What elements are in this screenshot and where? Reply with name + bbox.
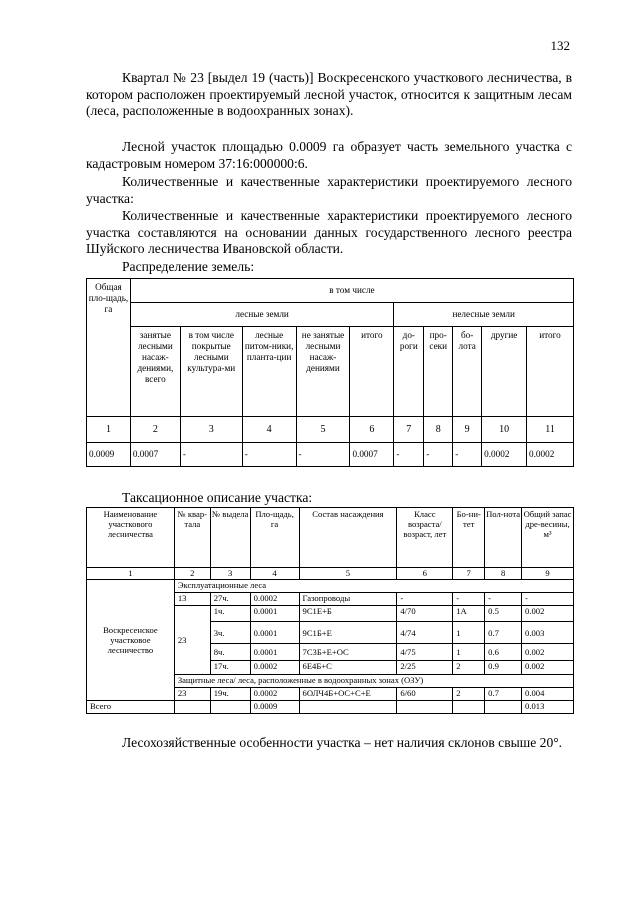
value-cell: 0.0002 xyxy=(527,443,574,467)
density-cell: 0.6 xyxy=(485,644,522,661)
total-area: 0.0009 xyxy=(250,701,299,714)
area-cell: 0.0001 xyxy=(250,644,299,661)
col-header: лесные питом-ники, планта-ции xyxy=(242,327,296,417)
area-cell: 0.0002 xyxy=(250,593,299,606)
col-header: итого xyxy=(527,327,574,417)
tax-caption: Таксационное описание участка: xyxy=(122,490,313,505)
col-number: 7 xyxy=(394,417,424,443)
value-cell: - xyxy=(394,443,424,467)
header-including: в том числе xyxy=(130,279,573,303)
col-number: 3 xyxy=(180,417,242,443)
paragraph-characteristics-source: Количественные и качественные характеристики проектируемого лесного участка составляются на основании данных государственного лесного реестра Шуйского лесничества Ивановской области. xyxy=(86,208,572,256)
tax-col-number: 2 xyxy=(174,568,210,580)
tax-col-number: 1 xyxy=(87,568,175,580)
empty-cell xyxy=(453,701,485,714)
plot-cell: 17ч. xyxy=(210,661,250,675)
composition-cell: 9С1Б+Е xyxy=(299,622,397,644)
tax-header: Пол-нота xyxy=(485,508,522,568)
col-header: до-роги xyxy=(394,327,424,417)
value-cell: - xyxy=(180,443,242,467)
plot-cell: 1ч. xyxy=(210,606,250,622)
bonitet-cell: 2 xyxy=(453,688,485,701)
age-class-cell: - xyxy=(397,593,453,606)
value-cell: 0.0009 xyxy=(87,443,131,467)
bonitet-cell: 1 xyxy=(453,644,485,661)
paragraph-quarter: Квартал № 23 [выдел 19 (часть)] Воскресенского участкового лесничества, в котором расположен проектируемый лесной участок, относится к защитным лесам (леса, расположенные в водоохранных зонах). xyxy=(86,70,572,118)
tax-col-number: 3 xyxy=(210,568,250,580)
empty-cell xyxy=(210,701,250,714)
col-header: бо-лота xyxy=(453,327,482,417)
tax-header: Общий запас дре-весины, м³ xyxy=(522,508,574,568)
density-cell: 0.7 xyxy=(485,622,522,644)
tax-header: Класс возраста/ возраст, лет xyxy=(397,508,453,568)
composition-cell: Газопроводы xyxy=(299,593,397,606)
volume-cell: 0.002 xyxy=(522,661,574,675)
plot-cell: 8ч. xyxy=(210,644,250,661)
empty-cell xyxy=(174,701,210,714)
paragraph-features: Лесохозяйственные особенности участка – нет наличия склонов свыше 20°. xyxy=(122,735,563,750)
total-volume: 0.013 xyxy=(522,701,574,714)
header-forest-lands: лесные земли xyxy=(130,303,393,327)
area-cell: 0.0001 xyxy=(250,622,299,644)
density-cell: 0.7 xyxy=(485,688,522,701)
total-label: Всего xyxy=(87,701,175,714)
value-cell: - xyxy=(296,443,350,467)
land-caption: Распределение земель: xyxy=(122,259,255,274)
density-cell: - xyxy=(485,593,522,606)
page-number: 132 xyxy=(550,38,570,53)
col-number: 4 xyxy=(242,417,296,443)
tax-header: Пло-щадь, га xyxy=(250,508,299,568)
bonitet-cell: 2 xyxy=(453,661,485,675)
col-number: 9 xyxy=(453,417,482,443)
col-number: 10 xyxy=(482,417,527,443)
forestry-name: Воскресенское участковое лесничество xyxy=(87,580,175,701)
age-class-cell: 4/70 xyxy=(397,606,453,622)
col-header: не занятые лесными насаж-дениями xyxy=(296,327,350,417)
header-total-area: Общая пло-щадь, га xyxy=(87,279,131,417)
age-class-cell: 4/74 xyxy=(397,622,453,644)
land-distribution-table xyxy=(86,278,574,467)
col-header: про-секи xyxy=(424,327,453,417)
volume-cell: 0.002 xyxy=(522,644,574,661)
col-number: 8 xyxy=(424,417,453,443)
col-header: другие xyxy=(482,327,527,417)
tax-header: № квар-тала xyxy=(174,508,210,568)
age-class-cell: 4/75 xyxy=(397,644,453,661)
volume-cell: 0.002 xyxy=(522,606,574,622)
col-header: в том числе покрытые лесными культура-ми xyxy=(180,327,242,417)
age-class-cell: 2/25 xyxy=(397,661,453,675)
density-cell: 0.5 xyxy=(485,606,522,622)
plot-cell: 27ч. xyxy=(210,593,250,606)
composition-cell: 6ОЛЧ4Б+ОС+С+Е xyxy=(299,688,397,701)
col-number: 5 xyxy=(296,417,350,443)
quarter-cell: 13 xyxy=(174,593,210,606)
tax-header: Состав насаждения xyxy=(299,508,397,568)
empty-cell xyxy=(397,701,453,714)
col-header: занятые лесными насаж-дениями, всего xyxy=(130,327,180,417)
quarter-cell: 23 xyxy=(174,688,210,701)
value-cell: 0.0007 xyxy=(350,443,394,467)
tax-header: Наименование участкового лесничества xyxy=(87,508,175,568)
tax-col-number: 8 xyxy=(485,568,522,580)
tax-header: Бо-ни-тет xyxy=(453,508,485,568)
area-cell: 0.0002 xyxy=(250,688,299,701)
section-exploitation-forests: Эксплуатационные леса xyxy=(174,580,573,593)
section-protective-forests: Защитные леса/ леса, расположенные в водоохранных зонах (ОЗУ) xyxy=(174,675,573,688)
col-number: 6 xyxy=(350,417,394,443)
tax-col-number: 5 xyxy=(299,568,397,580)
col-number: 1 xyxy=(87,417,131,443)
value-cell: - xyxy=(453,443,482,467)
age-class-cell: 6/60 xyxy=(397,688,453,701)
volume-cell: 0.003 xyxy=(522,622,574,644)
bonitet-cell: - xyxy=(453,593,485,606)
paragraph-characteristics-title: Количественные и качественные характеристики проектируемого лесного участка: xyxy=(86,174,572,206)
value-cell: - xyxy=(242,443,296,467)
header-nonforest-lands: нелесные земли xyxy=(394,303,574,327)
value-cell: 0.0007 xyxy=(130,443,180,467)
volume-cell: 0.004 xyxy=(522,688,574,701)
empty-cell xyxy=(299,701,397,714)
composition-cell: 9С1Е+Б xyxy=(299,606,397,622)
plot-cell: 19ч. xyxy=(210,688,250,701)
paragraph-area: Лесной участок площадью 0.0009 га образует часть земельного участка с кадастровым номером 37:16:000000:6. xyxy=(86,139,572,171)
tax-col-number: 7 xyxy=(453,568,485,580)
composition-cell: 6Е4Б+С xyxy=(299,661,397,675)
area-cell: 0.0002 xyxy=(250,661,299,675)
value-cell: - xyxy=(424,443,453,467)
value-cell: 0.0002 xyxy=(482,443,527,467)
col-header: итого xyxy=(350,327,394,417)
tax-col-number: 6 xyxy=(397,568,453,580)
col-number: 2 xyxy=(130,417,180,443)
bonitet-cell: 1 xyxy=(453,622,485,644)
plot-cell: 3ч. xyxy=(210,622,250,644)
tax-col-number: 4 xyxy=(250,568,299,580)
col-number: 11 xyxy=(527,417,574,443)
taxation-table xyxy=(86,507,574,714)
volume-cell: - xyxy=(522,593,574,606)
density-cell: 0.9 xyxy=(485,661,522,675)
empty-cell xyxy=(485,701,522,714)
quarter-cell: 23 xyxy=(174,606,210,675)
bonitet-cell: 1А xyxy=(453,606,485,622)
composition-cell: 7С3Б+Е+ОС xyxy=(299,644,397,661)
area-cell: 0.0001 xyxy=(250,606,299,622)
tax-col-number: 9 xyxy=(522,568,574,580)
tax-header: № выдела xyxy=(210,508,250,568)
